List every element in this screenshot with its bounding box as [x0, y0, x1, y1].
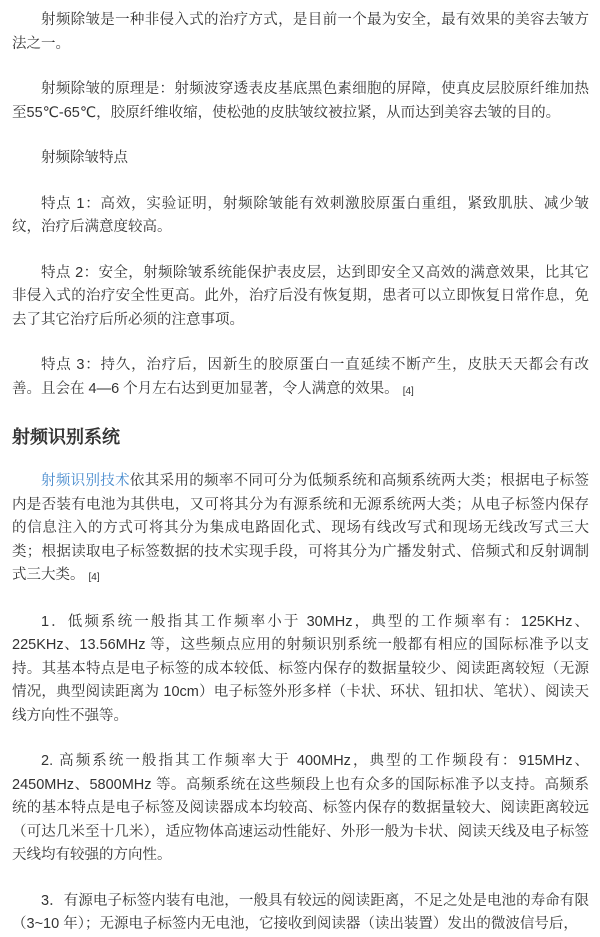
paragraph [12, 354, 589, 402]
paragraph-text: 射频除皱是一种非侵入式的治疗方式，是目前一个最为安全，最有效果的美容去皱方法之一。 [12, 12, 589, 52]
paragraph-text: 依其采用的频率不同可分为低频系统和高频系统两大类；根据电子标签内是否装有电池为其供电，又可将其分为有源系统和无源系统两大类；从电子标签内保存的信息注入的方式可将其分为集成电路固化式、现场有线改写式和现场无线改写式三大类；根据读取电子标签数据的技术实现手段，可将其分为广播发射式、倍频式和反射调制式三大类。 [12, 473, 590, 583]
paragraph [12, 611, 589, 729]
paragraph [12, 78, 589, 125]
paragraph-text: 3．有源电子标签内装有电池，一般具有较远的阅读距离，不足之处是电池的寿命有限（3~10 年）；无源电子标签内无电池，它接收到阅读器（读出装置）发出的微波信号后， [12, 892, 589, 932]
link-rfid-technology[interactable]: 射频识别技术 [41, 473, 130, 489]
paragraph [12, 262, 589, 333]
paragraph-text: 特点 1：高效，实验证明，射频除皱能有效刺激胶原蛋白重组，紧致肌肤、减少皱纹，治疗后满意度较高。 [12, 195, 589, 235]
paragraph-text: 特点 2：安全，射频除皱系统能保护表皮层，达到即安全又高效的满意效果，比其它非侵入式的治疗安全性更高。此外，治疗后没有恢复期，患者可以立即恢复日常作息，免去了其它治疗后所必须的注意事项。 [12, 264, 589, 328]
paragraph-text: 射频除皱特点 [41, 150, 128, 166]
paragraph [12, 890, 589, 937]
paragraph [12, 193, 589, 240]
paragraph [12, 470, 589, 589]
paragraph [12, 750, 589, 868]
paragraph-text: 射频除皱的原理是：射频波穿透表皮基底黑色素细胞的屏障，使真皮层胶原纤维加热至55℃-65℃，胶原纤维收缩，使松弛的皮肤皱纹被拉紧，从而达到美容去皱的目的。 [12, 81, 589, 121]
reference-marker[interactable]: [4] [402, 385, 414, 397]
paragraph-text: 特点 3：持久，治疗后，因新生的胶原蛋白一直延续不断产生，皮肤天天都会有改善。且会在 4—6 个月左右达到更加显著，令人满意的效果。 [12, 357, 589, 397]
paragraph [12, 147, 589, 171]
paragraph [12, 9, 589, 56]
reference-marker[interactable]: [4] [88, 572, 100, 583]
paragraph-text: 2. 高频系统一般指其工作频率大于 400MHz，典型的工作频段有：915MHz、2450MHz、5800MHz 等。高频系统在这些频段上也有众多的国际标准予以支持。高频系统的基本特点是电子标签及阅读器成本均较高、标签内保存的数据量较大、阅读距离较远（可达几米至十几米），适应物体高速运动性能好、外形一般为卡状、阅读天线及电子标签天线均有较强的方向性。 [12, 753, 589, 863]
paragraph-text: 1．低频系统一般指其工作频率小于 30MHz，典型的工作频率有：125KHz、225KHz、13.56MHz 等，这些频点应用的射频识别系统一般都有相应的国际标准予以支持。其基本特点是电子标签的成本较低、标签内保存的数据量较少、阅读距离较短（无源情况，典型阅读距离为 10cm）电子标签外形多样（卡状、环状、钮扣状、笔状）、阅读天线方向性不强等。 [12, 613, 589, 724]
section-heading-rfid-system: 射频识别系统 [12, 427, 120, 447]
